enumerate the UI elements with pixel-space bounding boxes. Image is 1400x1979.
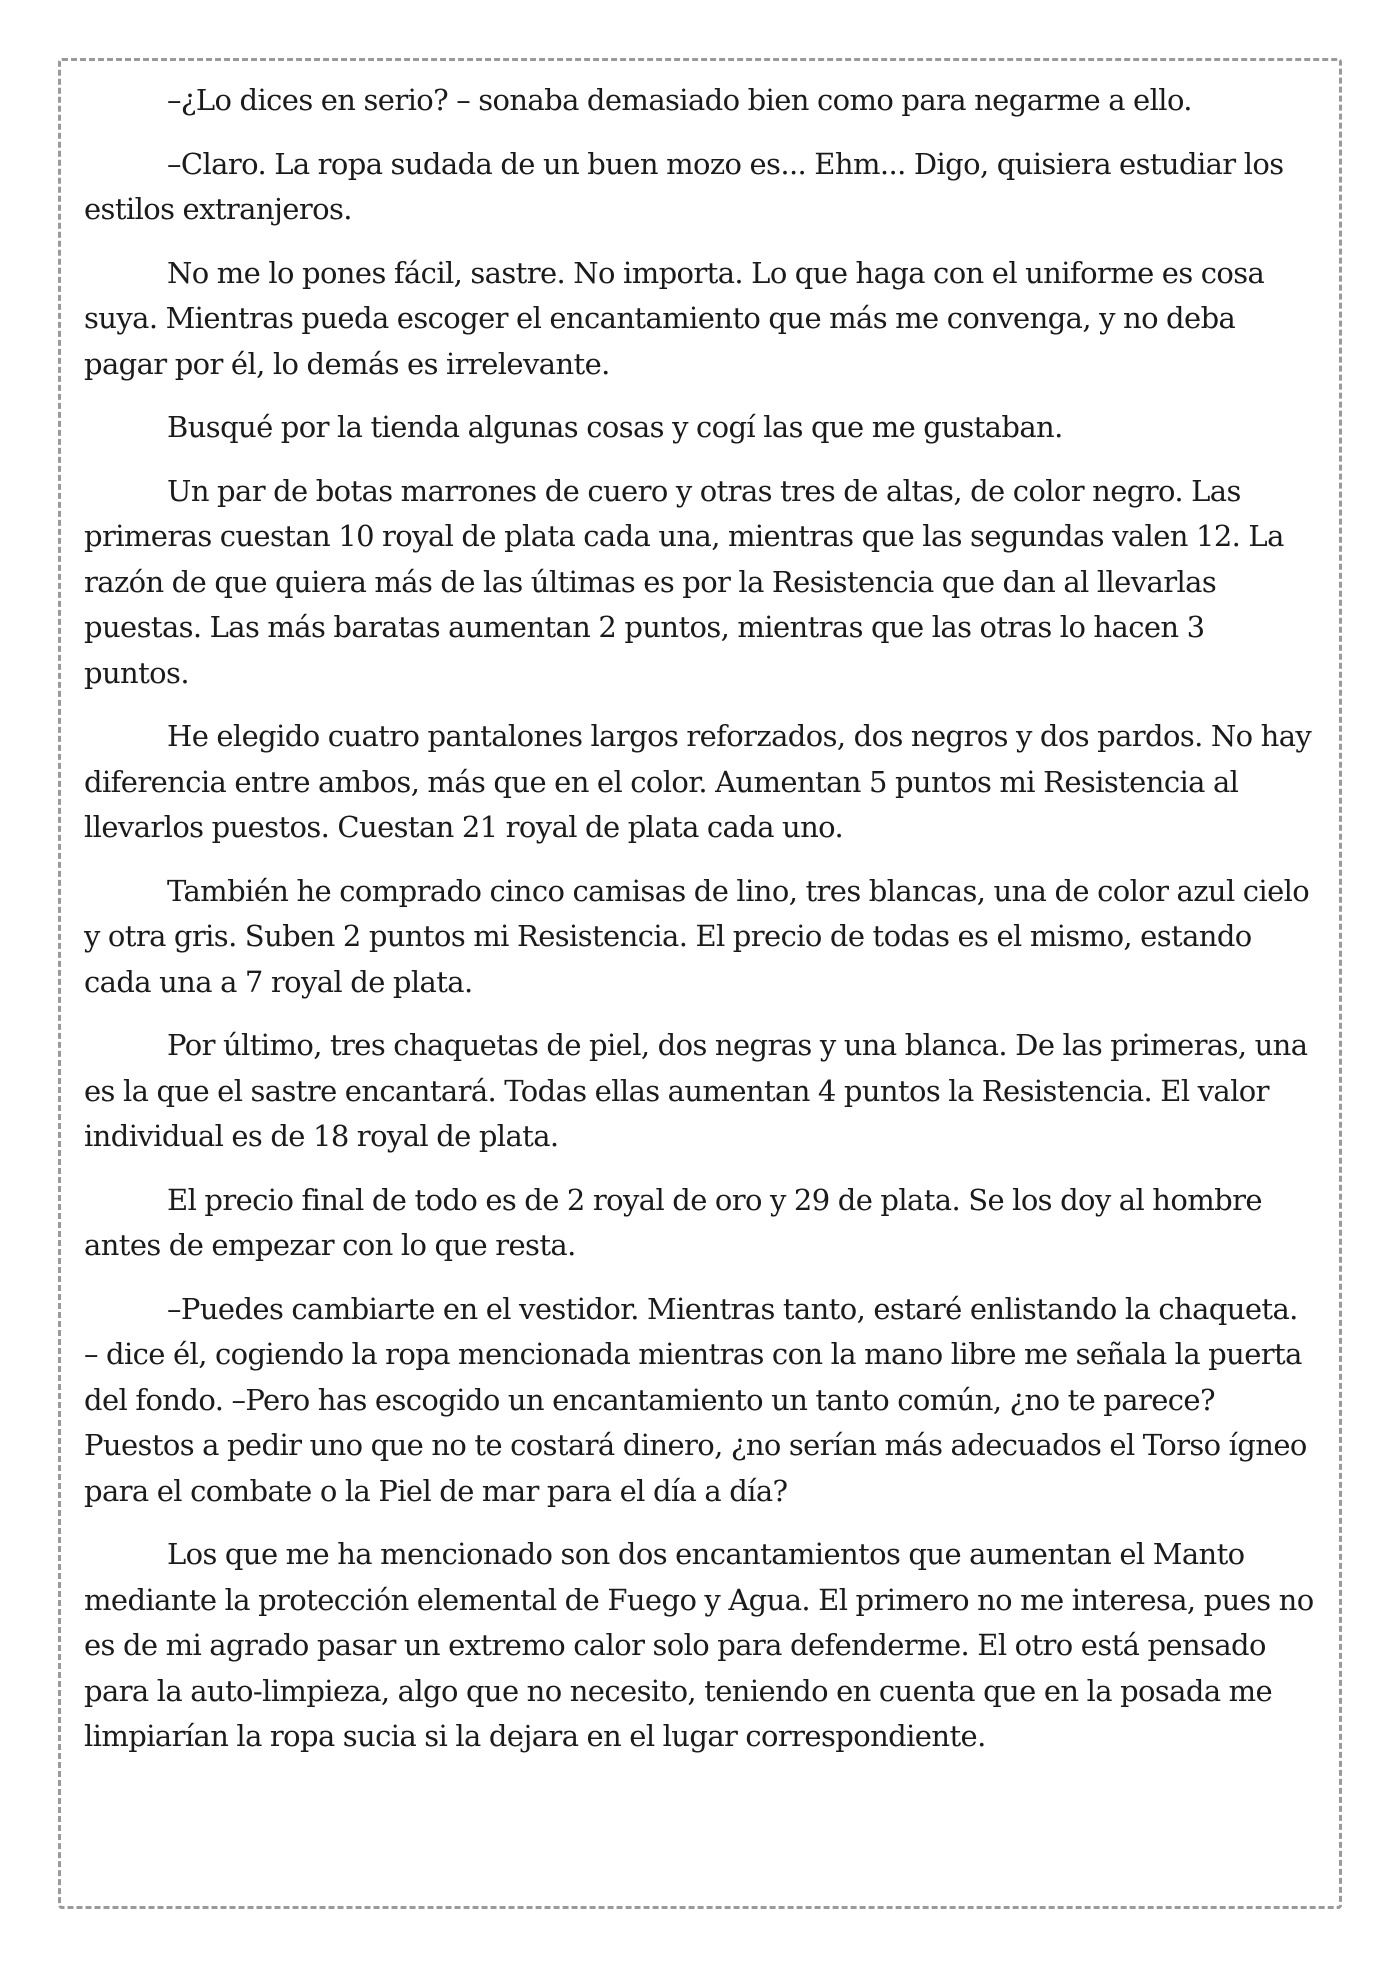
document-body [84, 78, 1316, 1778]
paragraph: –¿Lo dices en serio? – sonaba demasiado bien como para negarme a ello. [167, 83, 1192, 117]
paragraph: –Claro. La ropa sudada de un buen mozo es... Ehm... Digo, quisiera estudiar los estilos extranjeros. [84, 146, 1284, 226]
paragraph: –Puedes cambiarte en el vestidor. Mientras tanto, estaré enlistando la chaqueta. – dice él, cogiendo la ropa mencionada mientras con la mano libre me señala la puerta del fondo. –Pero has escogido un encantamiento un tanto común, ¿no te parece? Puestos a pedir uno que no te costará dinero, ¿no serían más adecuados el Torso ígneo para el combate o la Piel de mar para el día a día? [84, 1291, 1307, 1508]
paragraph: Los que me ha mencionado son dos encantamientos que aumentan el Manto mediante la protección elemental de Fuego y Agua. El primero no me interesa, pues no es de mi agrado pasar un extremo calor solo para defenderme. El otro está pensado para la auto-limpieza, algo que no necesito, teniendo en cuenta que en la posada me limpiarían la ropa sucia si la dejara en el lugar correspondiente. [84, 1537, 1314, 1753]
paragraph: He elegido cuatro pantalones largos reforzados, dos negros y dos pardos. No hay diferencia entre ambos, más que en el color. Aumentan 5 puntos mi Resistencia al llevarlos puestos. Cuestan 21 royal de plata cada uno. [84, 719, 1312, 844]
paragraph: Por último, tres chaquetas de piel, dos negras y una blanca. De las primeras, una es la que el sastre encantará. Todas ellas aumentan 4 puntos la Resistencia. El valor individual es de 18 royal de plata. [84, 1028, 1308, 1153]
paragraph: Un par de botas marrones de cuero y otras tres de altas, de color negro. Las primeras cuestan 10 royal de plata cada una, mientras que las segundas valen 12. La razón de que quiera más de las últimas es por la Resistencia que dan al llevarlas puestas. Las más baratas aumentan 2 puntos, mientras que las otras lo hacen 3 puntos. [84, 473, 1284, 690]
paragraph: El precio final de todo es de 2 royal de oro y 29 de plata. Se los doy al hombre antes de empezar con lo que resta. [84, 1182, 1262, 1262]
paragraph: No me lo pones fácil, sastre. No importa. Lo que haga con el uniforme es cosa suya. Mientras pueda escoger el encantamiento que más me convenga, y no deba pagar por él, lo demás es irrelevante. [84, 255, 1265, 381]
paragraph: También he comprado cinco camisas de lino, tres blancas, una de color azul cielo y otra gris. Suben 2 puntos mi Resistencia. El precio de todas es el mismo, estando cada una a 7 royal de plata. [84, 873, 1310, 999]
paragraph: Busqué por la tienda algunas cosas y cogí las que me gustaban. [167, 410, 1063, 444]
